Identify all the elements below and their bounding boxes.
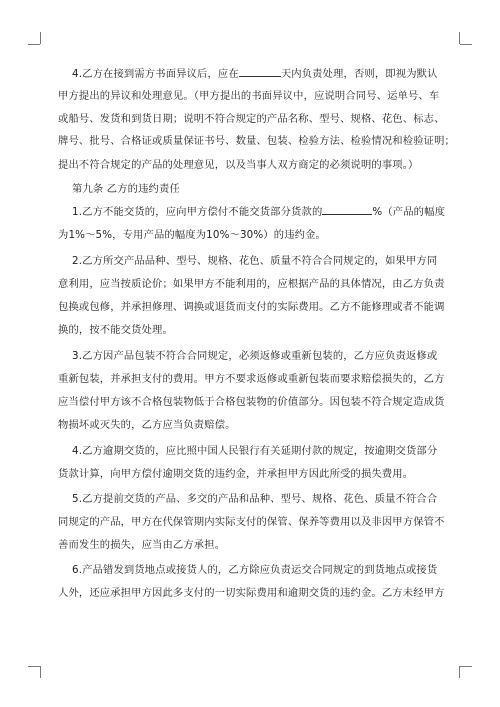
- paragraph-line: 包换或包修，并承担修理、调换或退货而支付的实际费用。乙方不能修理或者不能调: [58, 301, 445, 313]
- paragraph-line: 6.产品错发到货地点或接货人的，乙方除应负责运交合同规定的到货地点或接货: [72, 564, 438, 576]
- paragraph-line: 人外，还应承担甲方因此多支付的一切实际费用和逾期交货的违约金。乙方未经甲方: [58, 587, 445, 599]
- crop-mark-bottom-left-h: [28, 666, 40, 667]
- paragraph-line: 货款计算，向甲方偿付逾期交货的违约金，并承担甲方因此所受的损失费用。: [58, 468, 414, 480]
- paragraph-line: 换的，按不能交货处理。: [58, 324, 173, 336]
- text-segment: 4.乙方在接到需方书面异议后，应在: [72, 68, 239, 80]
- text-segment: 天内负责处理，否则，即视为默认: [280, 68, 438, 80]
- paragraph-line: 同规定的产品，甲方在代保管期内实际支付的保管、保养等费用以及非因甲方保管不: [58, 516, 445, 528]
- crop-mark-top-left-v: [40, 32, 41, 44]
- paragraph-line: 或船号、发货和到货日期；说明不符合规定的产品名称、型号、规格、花色、标志、: [58, 113, 445, 125]
- crop-mark-bottom-left-v: [40, 666, 41, 678]
- paragraph-line: [72, 204, 450, 220]
- paragraph-line: 物损坏或灭失的，乙方应当负责赔偿。: [58, 419, 236, 431]
- crop-mark-top-left-h: [28, 44, 40, 45]
- section-heading: 第九条 乙方的违约责任: [72, 183, 180, 195]
- paragraph-line: 5.乙方提前交货的产品、多交的产品和品种、型号、规格、花色、质量不符合合: [72, 493, 438, 505]
- text-segment: 1.乙方不能交货的，应向甲方偿付不能交货部分货款的: [72, 206, 323, 218]
- blank-underline: [322, 204, 372, 215]
- paragraph-line: 提出不符合规定的产品的处理意见，以及当事人双方商定的必须说明的事项。）: [58, 159, 419, 171]
- crop-mark-bottom-right-v: [459, 666, 460, 678]
- blank-underline: [239, 66, 281, 77]
- paragraph-line: 3.乙方因产品包装不符合合同规定，必须返修或重新包装的，乙方应负责返修或: [72, 350, 438, 362]
- paragraph-line: 应当偿付甲方该不合格包装物低于合格包装物的价值部分。因包装不符合规定造成货: [58, 396, 445, 408]
- paragraph-line: 意利用，应当按质论价；如果甲方不能利用的，应根据产品的具体情况，由乙方负责: [58, 278, 445, 290]
- paragraph-line: 牌号、批号、合格证或质量保证书号、数量、包装、检验方法、检验情况和检验证明；: [58, 135, 455, 147]
- paragraph-line: [72, 66, 450, 82]
- paragraph-line: 重新包装，并承担支付的费用。甲方不要求返修或重新包装而要求赔偿损失的，乙方: [58, 373, 445, 385]
- crop-mark-top-right-h: [460, 44, 472, 45]
- paragraph-line: 甲方提出的异议和处理意见。（甲方提出的书面异议中，应说明合同号、运单号、车: [58, 90, 440, 102]
- paragraph-line: 2.乙方所交产品品种、型号、规格、花色、质量不符合合同规定的，如果甲方同: [72, 255, 438, 267]
- paragraph-line: 4.乙方逾期交货的，应比照中国人民银行有关延期付款的规定，按逾期交货部分: [72, 445, 438, 457]
- crop-mark-top-right-v: [459, 32, 460, 44]
- paragraph-line: 善而发生的损失，应当由乙方承担。: [58, 539, 226, 551]
- paragraph-line: 为1%～5%，专用产品的幅度为10%～30%）的违约金。: [58, 229, 326, 241]
- crop-mark-bottom-right-h: [460, 666, 472, 667]
- text-segment: %（产品的幅度: [372, 206, 446, 218]
